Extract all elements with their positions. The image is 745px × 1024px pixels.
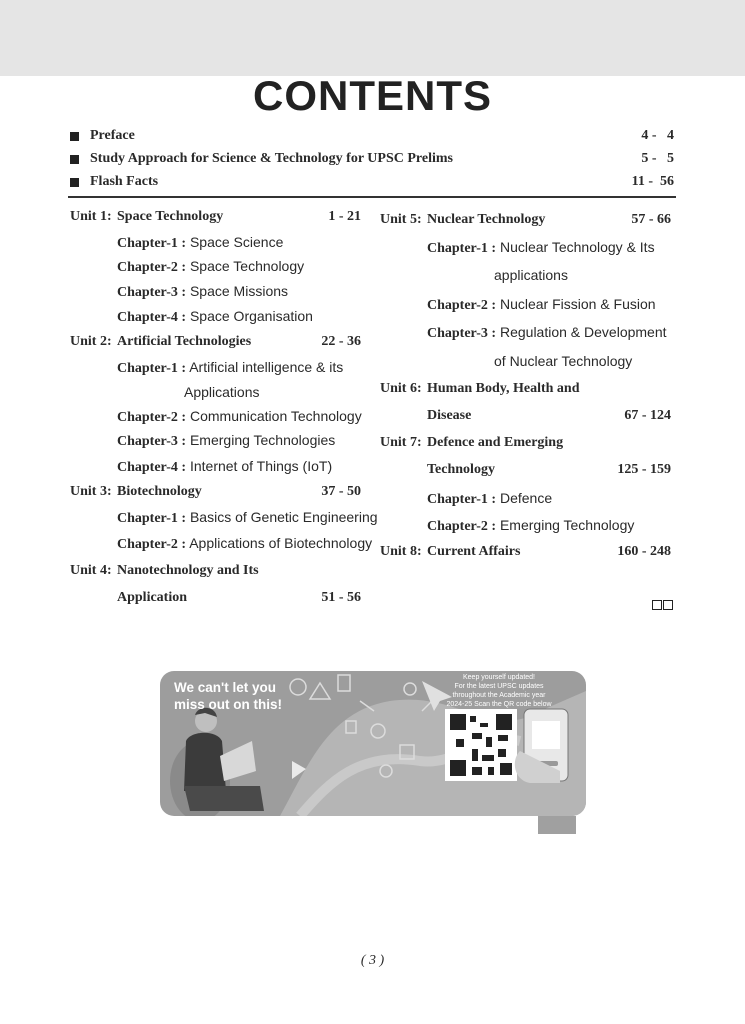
chapter-row[interactable]: Chapter-2 : Communication Technology	[117, 408, 362, 425]
end-squares-icon	[652, 597, 674, 615]
chapter-row[interactable]: Chapter-1 : Nuclear Technology & Its	[427, 239, 655, 256]
unit-7-row[interactable]: Unit 7: Defence and Emerging	[380, 435, 564, 450]
unit-1-row[interactable]: Unit 1: Space Technology 1 - 21	[70, 209, 361, 224]
banner-headline: We can't let you miss out on this!	[174, 680, 282, 712]
unit-6-row[interactable]: Unit 6: Human Body, Health and	[380, 381, 580, 396]
chapter-row[interactable]: Chapter-2 : Applications of Biotechnology	[117, 535, 373, 552]
chapter-row[interactable]: Chapter-1 : Artificial intelligence & its	[117, 359, 344, 376]
chapter-row-continued: of Nuclear Technology	[494, 353, 633, 369]
chapter-row[interactable]: Chapter-4 : Space Organisation	[117, 308, 313, 325]
chapter-row-continued: applications	[494, 267, 568, 283]
unit-4-row-continued[interactable]: Application 51 - 56	[117, 590, 361, 605]
unit-2-row[interactable]: Unit 2: Artificial Technologies 22 - 36	[70, 334, 361, 349]
chapter-row[interactable]: Chapter-3 : Regulation & Development	[427, 324, 667, 341]
page-title: CONTENTS	[253, 72, 492, 119]
chapter-row[interactable]: Chapter-3 : Space Missions	[117, 283, 289, 300]
unit-7-row-continued[interactable]: Technology 125 - 159	[427, 462, 671, 477]
unit-5-row[interactable]: Unit 5: Nuclear Technology 57 - 66	[380, 212, 671, 227]
unit-4-row[interactable]: Unit 4: Nanotechnology and Its	[70, 563, 259, 578]
chapter-row-continued: Applications	[184, 384, 260, 400]
page-number: ( 3 )	[360, 953, 385, 968]
hand-illustration	[538, 816, 576, 834]
person-illustration	[170, 708, 264, 816]
unit-6-row-continued[interactable]: Disease 67 - 124	[427, 408, 671, 423]
chapter-row[interactable]: Chapter-2 : Nuclear Fission & Fusion	[427, 296, 656, 313]
toc-entry-study-approach[interactable]: Study Approach for Science & Technology for UPSC Prelims 5 - 5	[70, 151, 676, 171]
chapter-row[interactable]: Chapter-1 : Space Science	[117, 234, 284, 251]
promo-banner[interactable]	[160, 671, 586, 816]
unit-3-row[interactable]: Unit 3: Biotechnology 37 - 50	[70, 484, 361, 499]
unit-8-row[interactable]: Unit 8: Current Affairs 160 - 248	[380, 544, 671, 559]
divider-rule	[68, 196, 676, 198]
chapter-row[interactable]: Chapter-1 : Basics of Genetic Engineering	[117, 509, 378, 526]
toc-entry-flash-facts[interactable]: Flash Facts 11 - 56	[70, 174, 676, 194]
toc-entry-preface[interactable]: Preface 4 - 4	[70, 128, 676, 148]
top-header-band	[0, 0, 745, 76]
banner-note: Keep yourself updated! For the latest UPSC updates throughout the Academic year 2024-25 Scan the QR code below	[446, 674, 552, 708]
chapter-row[interactable]: Chapter-2 : Space Technology	[117, 258, 305, 275]
chapter-row[interactable]: Chapter-2 : Emerging Technology	[427, 517, 635, 534]
square-bullet-icon	[70, 132, 79, 141]
chapter-row[interactable]: Chapter-3 : Emerging Technologies	[117, 432, 336, 449]
square-bullet-icon	[70, 178, 79, 187]
square-bullet-icon	[70, 155, 79, 164]
chapter-row[interactable]: Chapter-1 : Defence	[427, 490, 553, 507]
chapter-row[interactable]: Chapter-4 : Internet of Things (IoT)	[117, 458, 333, 475]
